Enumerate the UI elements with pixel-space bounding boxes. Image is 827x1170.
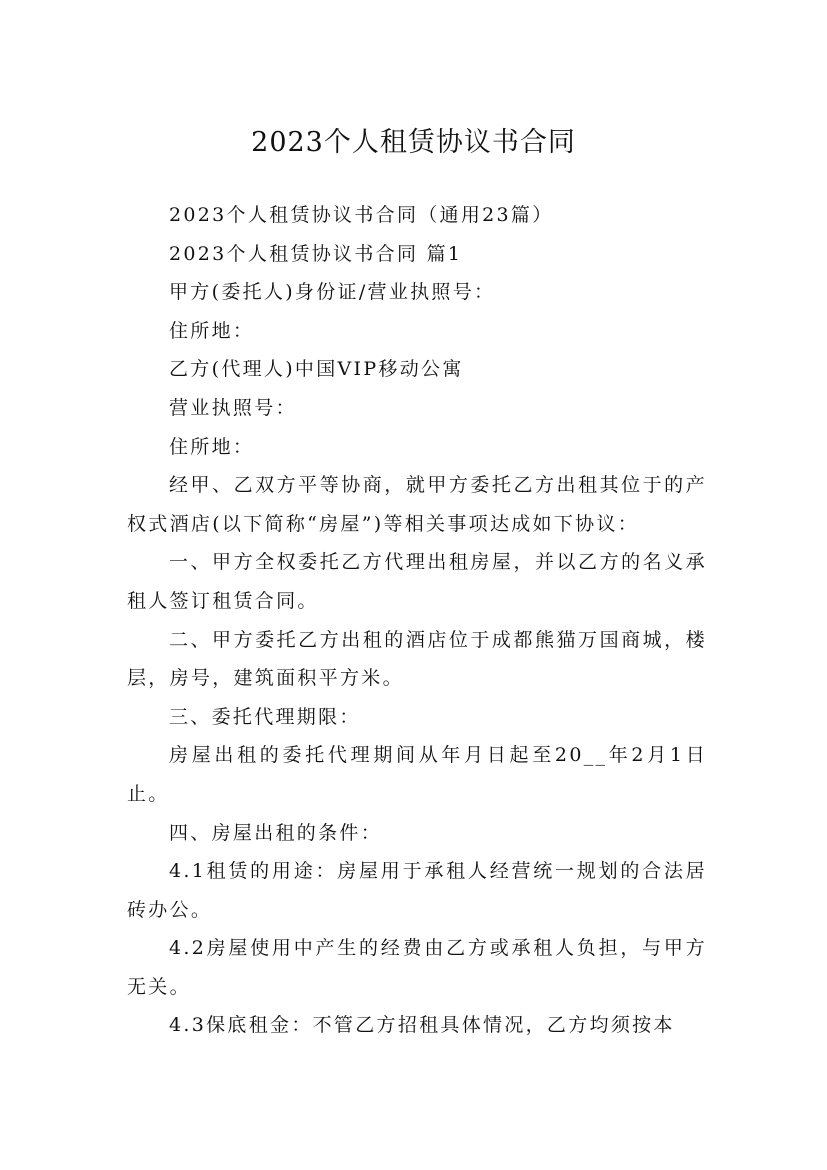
paragraph: 4.1租赁的用途：房屋用于承租人经营统一规划的合法居砖办公。 [127,860,707,921]
paragraph: 经甲、乙双方平等协商，就甲方委托乙方出租其位于的产权式酒店(以下简称“房屋”)等相关事项达成如下协议： [127,474,707,535]
paragraph: 二、甲方委托乙方出租的酒店位于成都熊猫万国商城，楼层，房号，建筑面积平方米。 [127,628,707,690]
paragraph: 房屋出租的委托代理期间从年月日起至20__年2月1日止。 [127,744,707,805]
document-body [127,196,707,1045]
paragraph: 甲方(委托人)身份证/营业执照号： [169,281,496,304]
paragraph: 住所地： [169,319,255,342]
paragraph: 住所地： [169,435,255,458]
paragraph: 一、甲方全权委托乙方代理出租房屋，并以乙方的名义承租人签订租赁合同。 [127,551,707,612]
paragraph: 2023个人租赁协议书合同（通用23篇） [169,204,554,226]
paragraph: 4.2房屋使用中产生的经费由乙方或承租人负担，与甲方无关。 [127,937,707,998]
paragraph: 乙方(代理人)中国VIP移动公寓 [169,358,464,381]
paragraph: 三、委托代理期限： [169,705,361,728]
paragraph: 2023个人租赁协议书合同 篇1 [169,242,463,265]
paragraph: 四、房屋出租的条件： [169,821,383,844]
paragraph: 4.3保底租金：不管乙方招租具体情况，乙方均须按本 [169,1014,675,1037]
document-title: 2023个人租赁协议书合同 [251,127,576,159]
paragraph: 营业执照号： [169,396,297,419]
